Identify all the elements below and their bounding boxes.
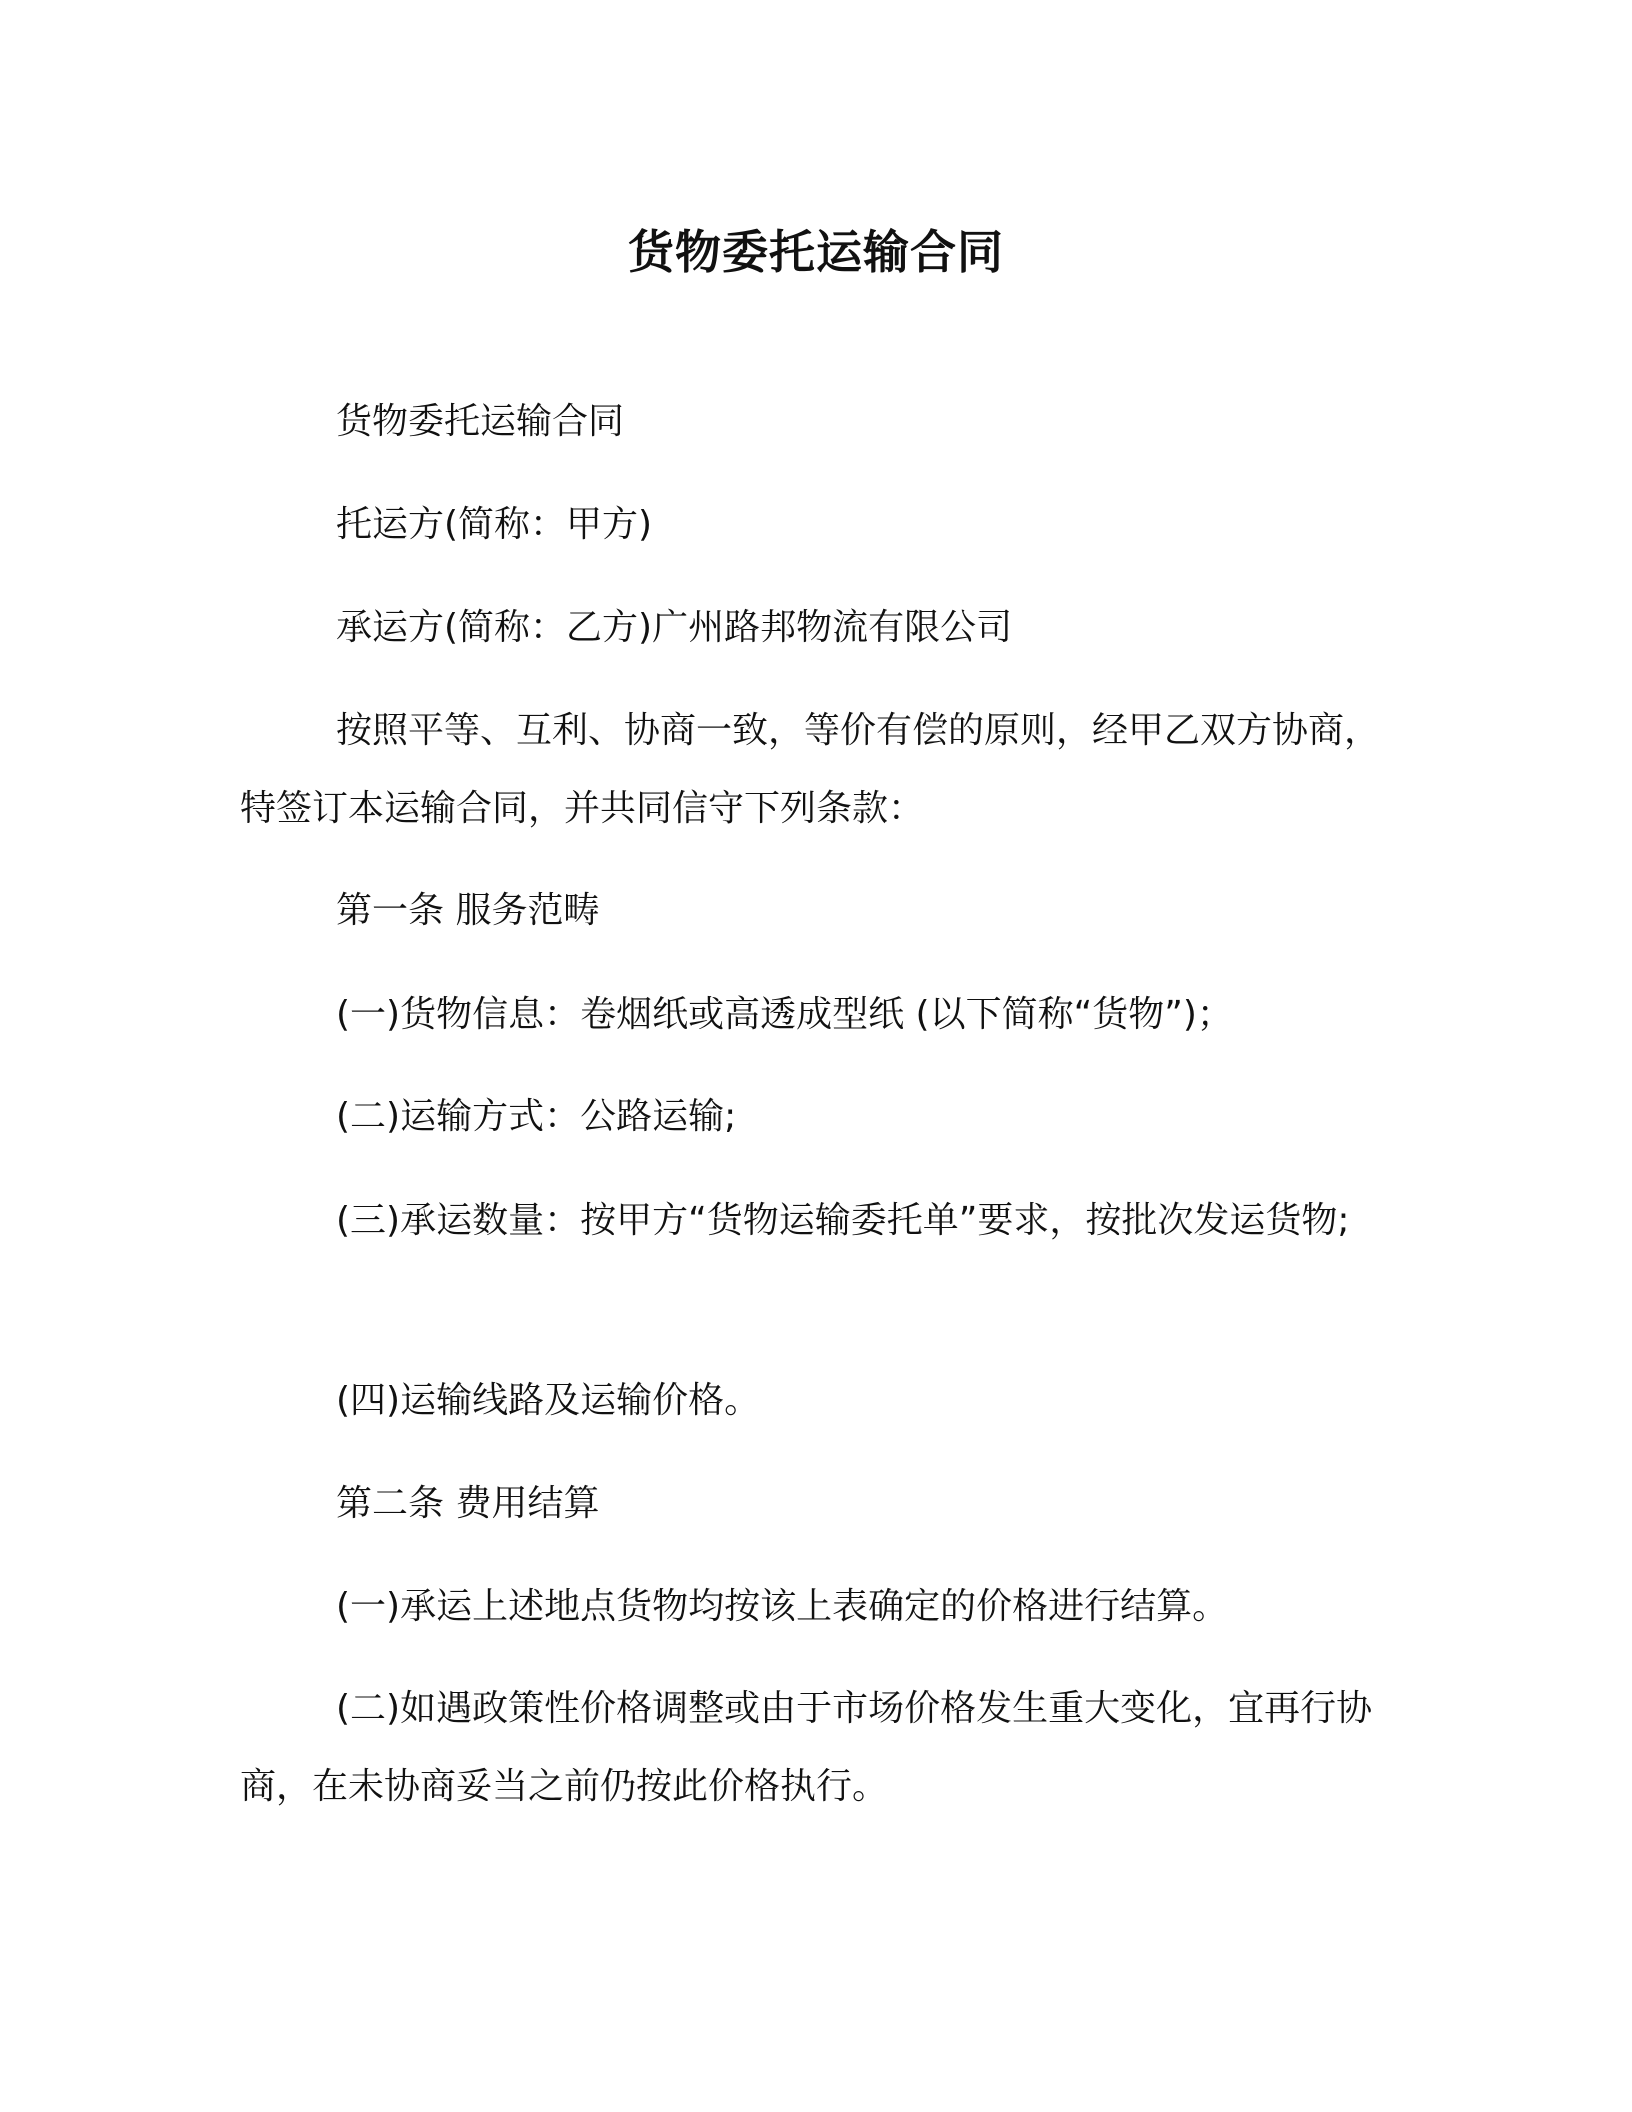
paragraph-transport-mode: (二)运输方式：公路运输; xyxy=(336,1096,737,1137)
paragraph-preamble: 按照平等、互利、协商一致，等价有偿的原则，经甲乙双方协商，特签订本运输合同，并共同信守下列条款： xyxy=(240,710,1381,829)
paragraph-price-adjustment: (二)如遇政策性价格调整或由于市场价格发生重大变化，宜再行协商，在未协商妥当之前仍按此价格执行。 xyxy=(240,1688,1373,1807)
paragraph-consignor: 托运方(简称：甲方) xyxy=(336,504,653,545)
paragraph-quantity: (三)承运数量：按甲方“货物运输委托单”要求，按批次发运货物; xyxy=(336,1200,1350,1241)
paragraph-settlement: (一)承运上述地点货物均按该上表确定的价格进行结算。 xyxy=(336,1586,1229,1627)
paragraph-heading: 货物委托运输合同 xyxy=(336,401,625,442)
paragraph-article-2: 第二条 费用结算 xyxy=(336,1483,600,1524)
document-title: 货物委托运输合同 xyxy=(628,225,1004,279)
paragraph-route-price: (四)运输线路及运输价格。 xyxy=(336,1380,761,1421)
paragraph-carrier: 承运方(简称：乙方)广州路邦物流有限公司 xyxy=(336,607,1013,648)
paragraph-article-1: 第一条 服务范畴 xyxy=(336,890,600,931)
paragraph-cargo-info: (一)货物信息：卷烟纸或高透成型纸 (以下简称“货物”)； xyxy=(336,994,1233,1035)
